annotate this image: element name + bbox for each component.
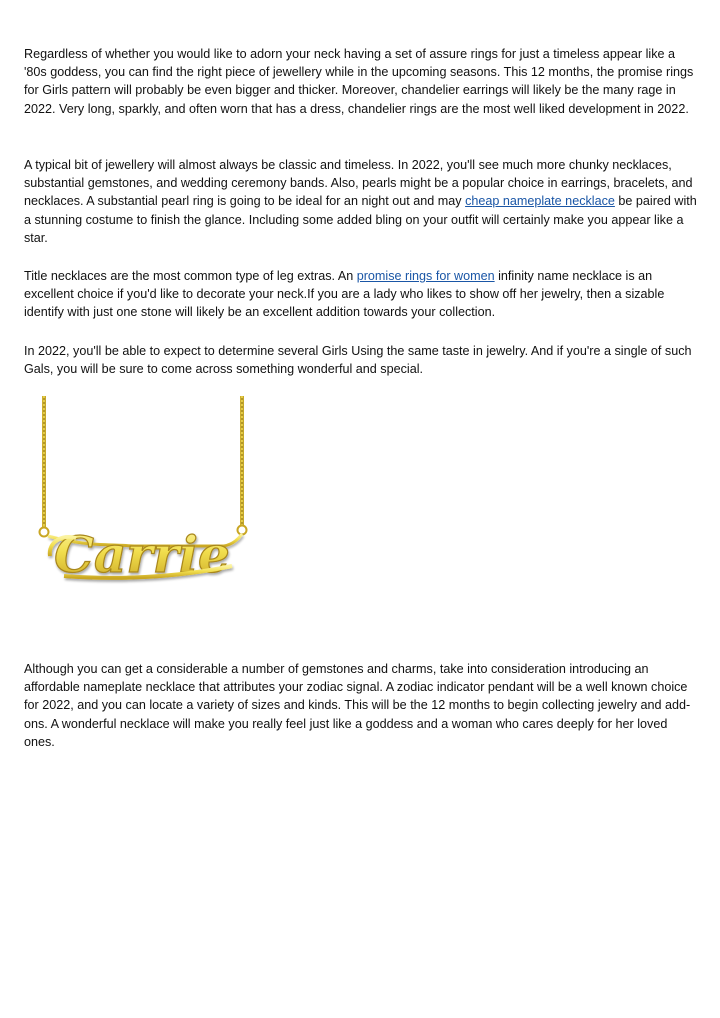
left-chain (42, 396, 46, 528)
paragraph-5-text: Although you can get a considerable a number of gemstones and charms, take into consideration introducing an affordable nameplate necklace that attributes your zodiac signal. A zodiac indicator pendant will be a well known choice for 2022, and you can locate a variety of sizes and kinds. This will be the 12 months to begin collecting jewelry and add-ons. A wonderful necklace will make you really feel just like a goddess and a woman who cares deeply for her loved ones. (24, 662, 691, 749)
paragraph-3-text-end: infinity name necklace is an excellent choice if you'd like to decorate your neck.If you are a lady who likes to show off her jewelry, then a sizable identify with just one stone will likely be an excellent addition towards your collection. (24, 269, 665, 320)
paragraph-2-text-end: be paired with a stunning costume to finish the glance. Including some added bling on your outfit will certainly make you appear like a star. (24, 194, 697, 245)
nameplate-text: Carrie (54, 525, 230, 584)
paragraph-1 (24, 45, 700, 118)
paragraph-3-text-start: Title necklaces are the most common type of leg extras. An (24, 269, 357, 283)
right-chain (240, 396, 244, 526)
promise-rings-for-women-link[interactable]: promise rings for women (356, 269, 495, 283)
paragraph-4 (24, 342, 700, 378)
right-jump-ring (238, 526, 247, 535)
paragraph-3 (24, 267, 700, 322)
paragraph-1-text: Regardless of whether you would like to adorn your neck having a set of assure rings for just a timeless appear like a '80s goddess, you can find the right piece of jewellery while in the upcoming seasons. This 12 months, the promise rings for Girls pattern will probably be even bigger and thicker. Moreover, chandelier earrings will likely be the many rage in 2022. Very long, sparkly, and often worn that has a dress, chandelier rings are the most well liked development in 2022. (24, 47, 694, 116)
necklace-product-image (24, 386, 658, 640)
paragraph-2-text-start: A typical bit of jewellery will almost always be classic and timeless. In 2022, you'll see much more chunky necklaces, substantial gemstones, and wedding ceremony bands. Also, pearls might be a popular choice in earrings, bracelets, and necklaces. A substantial pearl ring is going to be ideal for an night out and may (24, 158, 693, 209)
cheap-nameplate-necklace-link[interactable]: cheap nameplate necklace (465, 194, 615, 209)
left-jump-ring (40, 528, 49, 537)
paragraph-2 (24, 156, 700, 247)
paragraph-5 (24, 660, 700, 751)
nameplate-pendant (48, 525, 242, 584)
necklace-illustration (24, 386, 658, 640)
paragraph-4-text: In 2022, you'll be able to expect to determine several Girls Using the same taste in jewelry. And if you're a single of such Gals, you will be sure to come across something wonderful and special. (24, 344, 692, 377)
